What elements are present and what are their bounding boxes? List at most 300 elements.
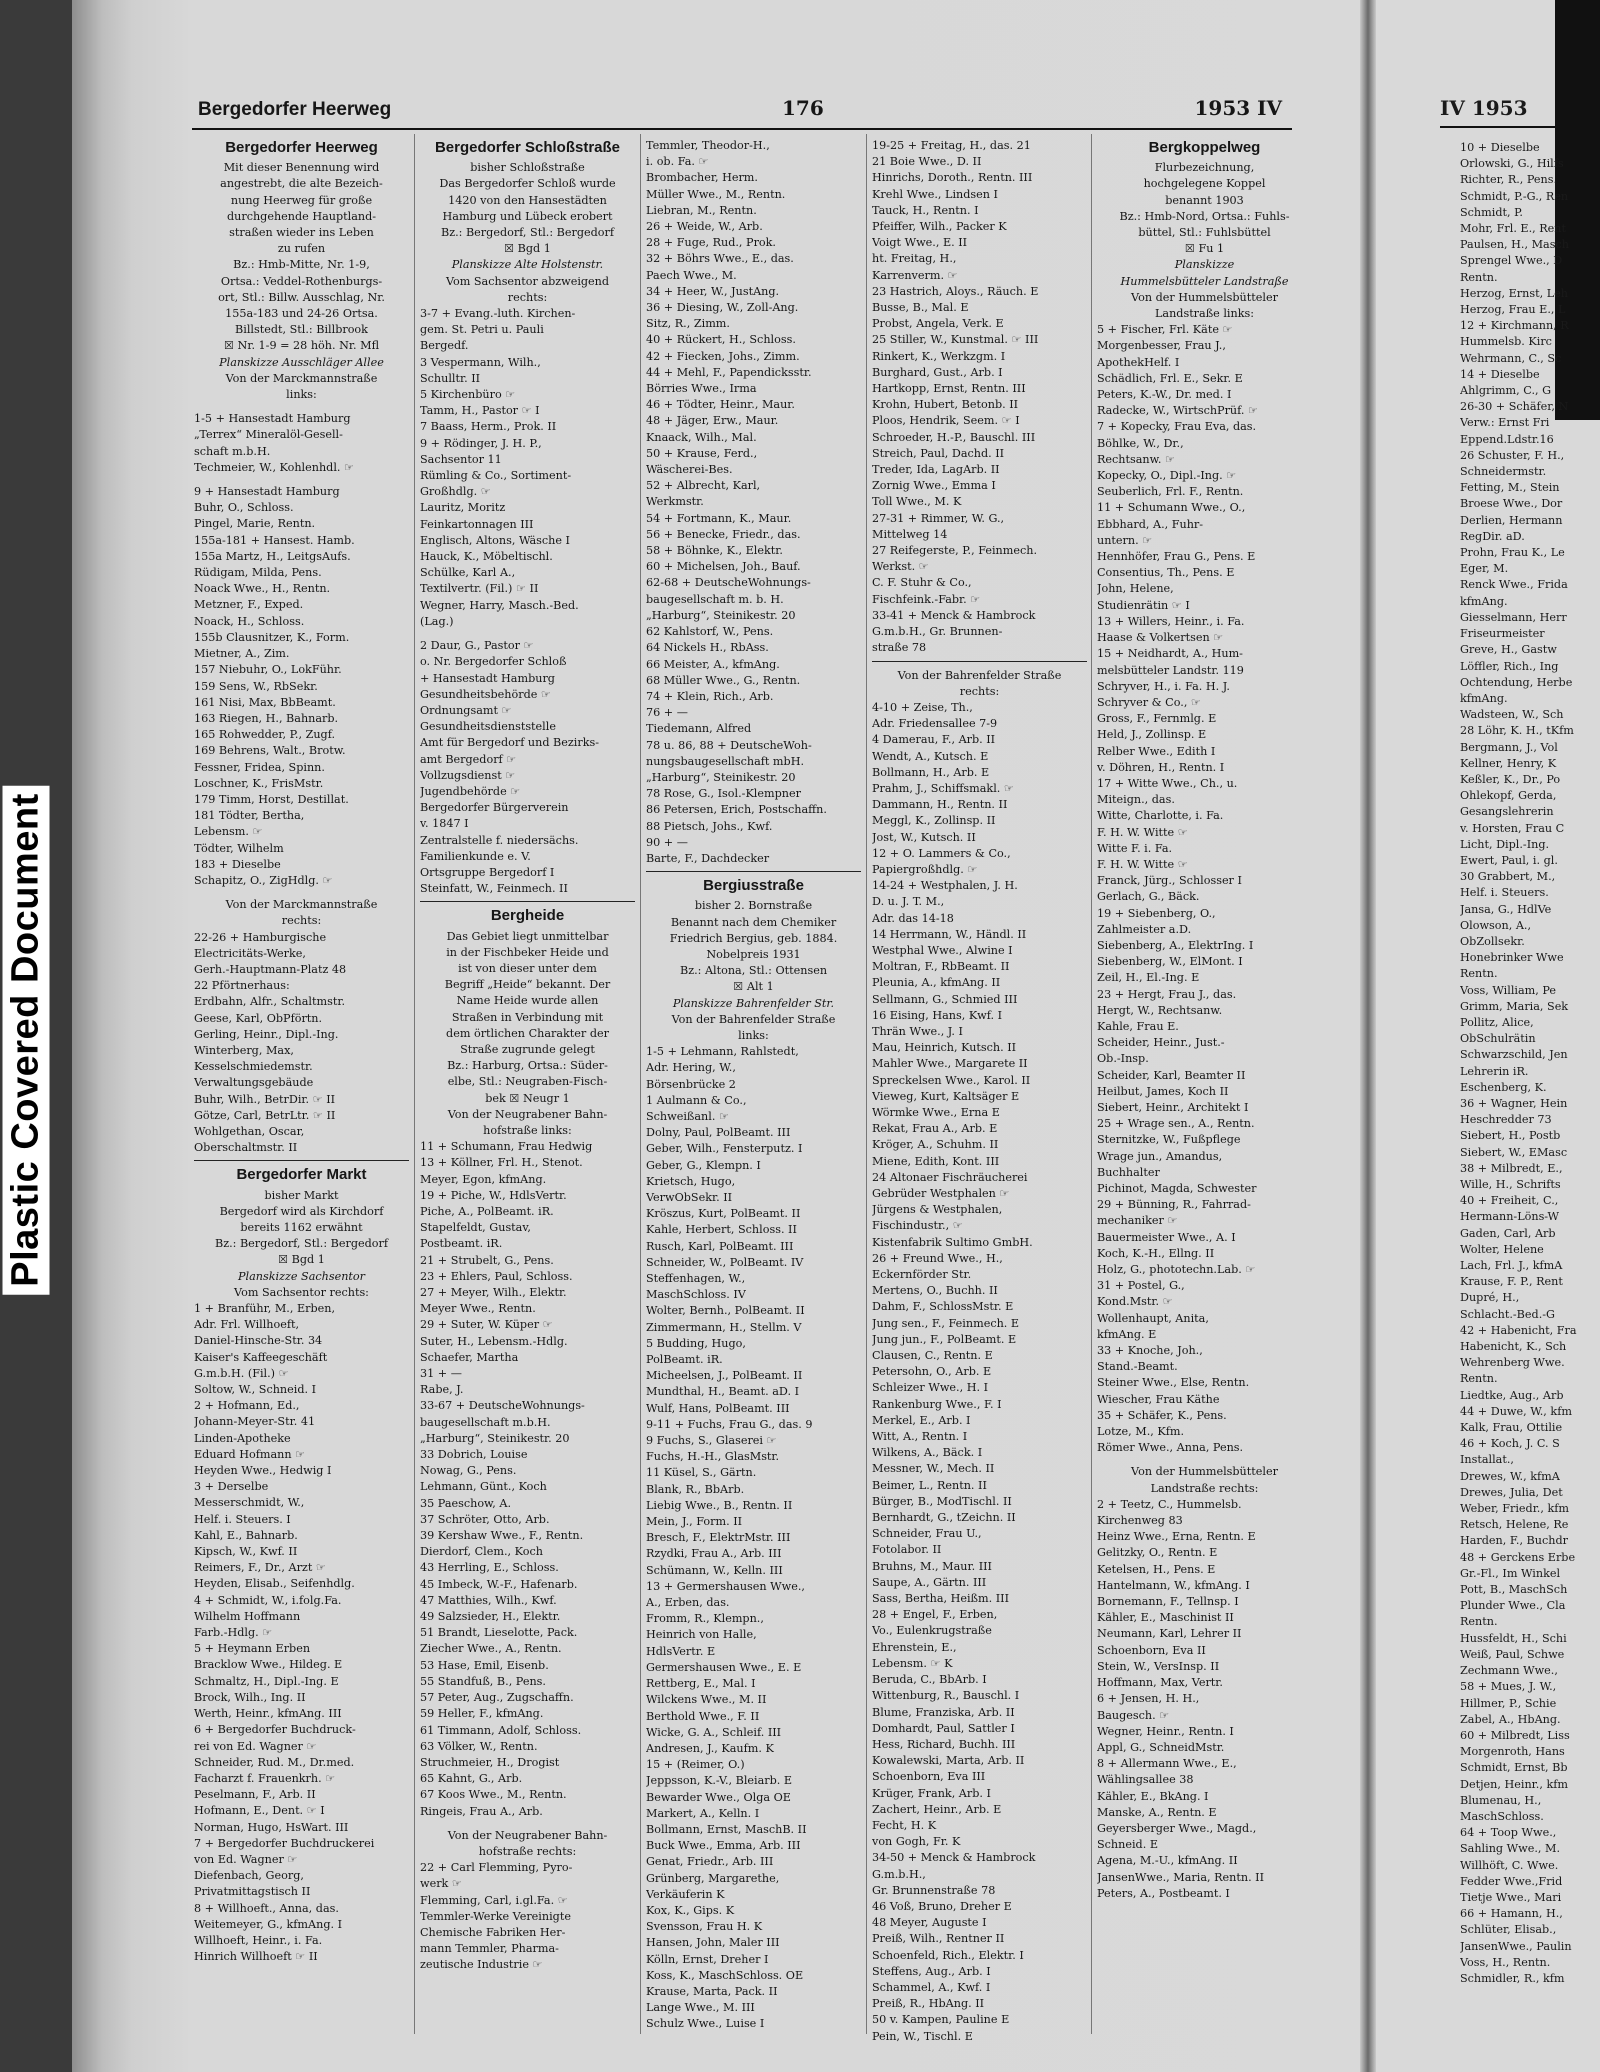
directory-entry: Gaden, Carl, Arb [1460, 1226, 1556, 1240]
directory-entry: Sachsentor 11 [420, 452, 502, 466]
directory-entry: Hansen, John, Maler III [646, 1936, 780, 1950]
directory-entry: Liedtke, Aug., Arb [1460, 1388, 1564, 1402]
directory-entry: Moltran, F., RbBeamt. II [872, 960, 1010, 974]
directory-entry: 12 + Kirchmann, R [1460, 319, 1569, 333]
directory-entry: Suter, H., Lebensm.-Hdlg. [420, 1334, 568, 1348]
directory-entry: Tauck, H., Rentn. I [872, 203, 979, 217]
directory-entry: 40 + Freiheit, C., [1460, 1194, 1559, 1208]
directory-entry: 4 Damerau, F., Arb. II [872, 733, 996, 747]
directory-entry: Noack, H., Schloss. [194, 614, 305, 628]
directory-entry: Preiß, R., HbAng. II [872, 1997, 985, 2011]
street-note: 1420 von den Hansestädten [448, 193, 607, 207]
directory-entry: Domhardt, Paul, Sattler I [872, 1721, 1015, 1735]
street-note: Von der Marckmannstraße [225, 371, 378, 385]
directory-entry: Kopecky, O., Dipl.-Ing. ☞ [1097, 469, 1237, 483]
running-header [192, 92, 1292, 130]
directory-entry: kfmAng. [1460, 594, 1508, 608]
directory-entry: Ordnungsamt ☞ [420, 703, 512, 717]
directory-entry: Hauck, K., Möbeltischl. [420, 550, 553, 564]
directory-entry: Rentn. [1460, 1615, 1498, 1629]
directory-entry: (Lag.) [420, 614, 454, 628]
directory-entry: 42 + Habenicht, Fra [1460, 1323, 1577, 1337]
directory-entry: Buchhalter [1097, 1165, 1160, 1179]
directory-entry: 48 + Jäger, Erw., Maur. [646, 414, 779, 428]
directory-entry: Plunder Wwe., Cla [1460, 1599, 1566, 1613]
directory-entry: Mahler Wwe., Margarete II [872, 1057, 1028, 1071]
directory-entry: 64 + Toop Wwe., [1460, 1826, 1557, 1840]
directory-entry: 14-24 + Westphalen, J. H. [872, 879, 1018, 893]
header-rule [1440, 126, 1600, 128]
directory-entry: 67 Koos Wwe., M., Rentn. [420, 1788, 567, 1802]
directory-entry: Dolny, Paul, PolBeamt. III [646, 1126, 791, 1140]
directory-entry: Gr. Brunnenstraße 78 [872, 1883, 996, 1897]
spacer [420, 1820, 635, 1828]
directory-entry: 16 Eising, Hans, Kwf. I [872, 1008, 1003, 1022]
facing-header: IV 1953 [1440, 96, 1528, 120]
directory-entry: 2 Daur, G., Pastor ☞ [420, 639, 534, 653]
directory-entry: Siebert, H., Postb [1460, 1129, 1561, 1143]
directory-entry: Schlacht.-Bed.-G [1460, 1307, 1555, 1321]
directory-entry: Wilhelm Hoffmann [194, 1609, 301, 1623]
directory-entry: Blume, Franziska, Arb. II [872, 1705, 1015, 1719]
directory-entry: Mau, Heinrich, Kutsch. II [872, 1041, 1017, 1055]
directory-entry: Hussfeldt, H., Schi [1460, 1631, 1567, 1645]
directory-entry: Wollenhaupt, Anita, [1097, 1311, 1209, 1325]
directory-entry: 159 Sens, W., RbSekr. [194, 679, 318, 693]
directory-entry: Dahm, F., SchlossMstr. E [872, 1300, 1014, 1314]
directory-entry: 25 Stiller, W., Kunstmal. ☞ III [872, 333, 1039, 347]
directory-entry: 21 + Strubelt, G., Pens. [420, 1253, 554, 1267]
spacer [194, 889, 409, 897]
directory-entry: Schulltr. II [420, 371, 481, 385]
directory-entry: Fedder Wwe.,Frid [1460, 1874, 1563, 1888]
directory-entry: 65 Kahnt, G., Arb. [420, 1772, 523, 1786]
facing-page [1380, 86, 1600, 2046]
directory-entry: Rentn. [1460, 967, 1498, 981]
directory-entry: Krehl Wwe., Lindsen I [872, 187, 998, 201]
directory-entry: 2 + Hofmann, Ed., [194, 1399, 300, 1413]
directory-entry: 28 + Engel, F., Erben, [872, 1608, 998, 1622]
street-note: Von der Hummelsbütteler [1131, 290, 1278, 304]
directory-entry: Temmler, Theodor-H., [646, 139, 770, 152]
directory-entry: 26-30 + Schäfer, N [1460, 400, 1569, 414]
street-note: Von der Neugrabener Bahn- [447, 1828, 608, 1842]
directory-entry: Jung jun., F., PolBeamt. E [872, 1332, 1017, 1346]
directory-entry: Adr. Friedensallee 7-9 [872, 717, 998, 731]
directory-entry: Schleizer Wwe., H. I [872, 1381, 988, 1395]
directory-entry: Rekat, Frau A., Arb. E [872, 1122, 998, 1136]
directory-entry: Lebensm. ☞ [194, 825, 263, 839]
directory-entry: Farb.-Hdlg. ☞ [194, 1626, 273, 1640]
directory-entry: VerwObSekr. II [646, 1191, 733, 1204]
plan-sketch-note: Planskizze Ausschläger Allee [219, 355, 384, 369]
directory-entry: 9-11 + Fuchs, Frau G., das. 9 [646, 1417, 813, 1431]
directory-entry: Lach, Frl. J., kfmA [1460, 1259, 1563, 1273]
street-note: angestrebt, die alte Bezeich- [220, 177, 383, 191]
directory-entry: ObZollsekr. [1460, 934, 1525, 948]
directory-entry: Fotolabor. II [872, 1543, 942, 1557]
street-note: hofstraße rechts: [478, 1844, 577, 1858]
column-divider [866, 134, 867, 2034]
directory-entry: Peselmann, F., Arb. II [194, 1788, 316, 1802]
directory-entry: Kesselschmiedemstr. [194, 1060, 313, 1074]
directory-entry: schaft m.b.H. [194, 444, 271, 458]
directory-entry: Römer Wwe., Anna, Pens. [1097, 1441, 1244, 1455]
directory-entry: Miteign., das. [1097, 793, 1175, 807]
directory-entry: Rusch, Karl, PolBeamt. III [646, 1239, 794, 1253]
directory-entry: Verw.: Ernst Fri [1460, 416, 1550, 430]
street-note: Straßen in Verbindung mit [451, 1010, 604, 1024]
directory-entry: Hinrich Willhoeft ☞ II [194, 1950, 318, 1964]
directory-entry: Micheelsen, J., PolBeamt. II [646, 1369, 803, 1383]
directory-entry: Richter, R., Pens. [1460, 173, 1558, 187]
directory-entry: ht. Freitag, H., [872, 252, 957, 266]
directory-entry: Keßler, K., Dr., Po [1460, 772, 1561, 786]
directory-entry: Zachert, Heinr., Arb. E [872, 1802, 1002, 1816]
directory-entry: 32 + Böhrs Wwe., E., das. [646, 252, 794, 266]
directory-entry: Kahl, E., Bahnarb. [194, 1528, 298, 1542]
directory-entry: Struchmeier, H., Drogist [420, 1755, 560, 1769]
directory-entry: Schülke, Karl A., [420, 566, 516, 580]
directory-entry: kfmAng. [1460, 691, 1508, 705]
directory-entry: Kistenfabrik Sultimo GmbH. [872, 1235, 1033, 1249]
directory-entry: Tödter, Wilhelm [194, 841, 284, 855]
directory-entry: Bernhardt, G., tZeichn. II [872, 1511, 1016, 1525]
section-rule [872, 661, 1087, 662]
street-note: Begriff „Heide“ bekannt. Der [444, 978, 611, 992]
spacer [194, 476, 409, 484]
directory-entry: 51 Brandt, Lieselotte, Pack. [420, 1626, 578, 1640]
directory-entry: v. 1847 I [420, 817, 469, 831]
directory-entry: Kröszus, Kurt, PolBeamt. II [646, 1207, 801, 1221]
section-rule [646, 871, 861, 872]
directory-entry: Appl, G., SchneidMstr. [1097, 1740, 1225, 1754]
directory-entry: Bergedf. [420, 339, 469, 353]
page-number: 176 [782, 96, 824, 120]
directory-entry: Wörmke Wwe., Erna E [872, 1105, 1000, 1119]
directory-entry: Bollmann, Ernst, MaschB. II [646, 1822, 807, 1836]
directory-entry: Scheider, Heinr., Just.- [1097, 1036, 1225, 1050]
directory-entry: Familienkunde e. V. [420, 849, 531, 863]
street-note: hofstraße links: [483, 1123, 572, 1137]
directory-entry: Prahm, J., Schiffsmakl. ☞ [872, 781, 1014, 795]
directory-entry: Siebenberg, W., ElMont. I [1097, 955, 1243, 969]
directory-entry: Jugendbehörde ☞ [420, 784, 521, 798]
street-note: Von der Bahrenfelder Straße [897, 668, 1062, 682]
directory-entry: Westphal Wwe., Alwine I [872, 943, 1013, 957]
directory-entry: Adr. das 14-18 [872, 911, 954, 925]
directory-entry: Jost, W., Kutsch. II [872, 830, 976, 844]
directory-entry: Pleunia, A., kfmAng. II [872, 976, 1001, 990]
directory-entry: Hinrichs, Doroth., Rentn. III [872, 171, 1033, 185]
street-note: straßen wieder ins Leben [229, 226, 374, 240]
directory-entry: Svensson, Frau H. K [646, 1920, 763, 1934]
directory-entry: 36 + Wagner, Hein [1460, 1096, 1568, 1110]
directory-entry: Schmidt, Ernst, Bb [1460, 1761, 1568, 1775]
street-note: bereits 1162 erwähnt [240, 1221, 363, 1234]
directory-entry: 64 Nickels H., RbAss. [646, 641, 769, 655]
directory-entry: Loschner, K., FrisMstr. [194, 776, 324, 790]
directory-entry: 33 Dobrich, Louise [420, 1448, 528, 1462]
directory-entry: Saupe, A., Gärtn. III [872, 1575, 987, 1589]
directory-entry: 22-26 + Hamburgische [194, 930, 327, 944]
directory-entry: Johann-Meyer-Str. 41 [194, 1415, 316, 1429]
directory-entry: Genat, Friedr., Arb. III [646, 1855, 774, 1869]
directory-entry: melsbütteler Landstr. 119 [1097, 663, 1244, 677]
column-divider [414, 134, 415, 2034]
directory-entry: 59 Heller, F., kfmAng. [420, 1707, 544, 1721]
directory-entry: Zabel, A., HbAng. [1460, 1712, 1561, 1726]
directory-entry: Pichinot, Magda, Schwester [1097, 1182, 1257, 1195]
directory-entry: 33-41 + Menck & Hambrock [872, 608, 1036, 622]
directory-entry: Olowson, A., [1460, 918, 1532, 932]
directory-entry: Eger, M. [1460, 562, 1509, 576]
directory-entry: Kond.Mstr. ☞ [1097, 1295, 1173, 1309]
directory-entry: straße 78 [872, 641, 927, 655]
directory-entry: Streich, Paul, Dachd. II [872, 446, 1005, 460]
directory-entry: 155b Clausnitzer, K., Form. [194, 630, 350, 644]
directory-entry: Mietner, A., Zim. [194, 647, 290, 661]
directory-entry: 157 Niebuhr, O., LokFühr. [194, 663, 342, 677]
directory-entry: Hartkopp, Ernst, Rentn. III [872, 382, 1026, 396]
directory-entry: 7 Baass, Herm., Prok. II [420, 420, 557, 434]
directory-entry: Liebran, M., Rentn. [646, 203, 757, 217]
street-note: nung Heerweg für große [230, 193, 373, 207]
directory-entry: 31 + Postel, G., [1097, 1279, 1185, 1293]
directory-entry: 14 Herrmann, W., Händl. II [872, 927, 1027, 941]
directory-entry: Bürger, B., ModTischl. II [872, 1494, 1012, 1508]
column-divider [640, 134, 641, 2034]
directory-entry: Krohn, Hubert, Betonb. II [872, 398, 1019, 412]
directory-entry: Schryver, H., i. Fa. H. J. [1097, 679, 1230, 693]
directory-entry: 6 + Jensen, H. H., [1097, 1692, 1200, 1706]
directory-entry: Chemische Fabriken Her- [420, 1925, 566, 1939]
directory-entry: 9 + Hansestadt Hamburg [194, 485, 340, 499]
directory-entry: Honebrinker Wwe [1460, 951, 1564, 965]
directory-entry: 40 + Rückert, H., Schloss. [646, 333, 796, 347]
directory-entry: Schulz Wwe., Luise I [646, 2017, 765, 2031]
directory-entry: Sellmann, G., Schmied III [872, 992, 1018, 1006]
directory-entry: Electricitäts-Werke, [194, 946, 306, 960]
directory-entry: MaschSchloss. [1460, 1809, 1544, 1823]
directory-entry: Wäscherei-Bes. [646, 463, 733, 477]
directory-entry: Kirchenweg 83 [1097, 1514, 1183, 1528]
directory-entry: 57 Peter, Aug., Zugschaffn. [420, 1691, 574, 1705]
directory-entry: Verwaltungsgebäude [194, 1076, 314, 1090]
directory-entry: Bollmann, H., Arb. E [872, 765, 990, 779]
directory-entry: Pingel, Marie, Rentn. [194, 517, 316, 531]
directory-entry: Brombacher, Herm. [646, 171, 758, 185]
directory-entry: Temmler-Werke Vereinigte [420, 1909, 571, 1923]
directory-entry: Dupré, H., [1460, 1291, 1520, 1305]
directory-entry: von Gogh, Fr. K [872, 1835, 961, 1849]
directory-entry: Amt für Bergedorf und Bezirks- [420, 736, 599, 750]
directory-entry: Holz, G., phototechn.Lab. ☞ [1097, 1263, 1256, 1277]
directory-entry: Metzner, F., Exped. [194, 598, 304, 612]
directory-entry: A., Erben, das. [646, 1596, 730, 1610]
directory-entry: 15 + Neidhardt, A., Hum- [1097, 647, 1243, 661]
directory-entry: Stand.-Beamt. [1097, 1360, 1178, 1374]
directory-entry: mann Temmler, Pharma- [420, 1942, 559, 1956]
directory-entry: 5 Kirchenbüro ☞ [420, 388, 516, 402]
directory-entry: 34-50 + Menck & Hambrock [872, 1851, 1036, 1865]
street-heading: Bergedorfer Heerweg [225, 139, 378, 156]
directory-entry: 44 + Mehl, F., Papendicksstr. [646, 365, 812, 379]
directory-entry: Burghard, Gust., Arb. I [872, 365, 1003, 379]
plan-sketch-note: Planskizze Alte Holstenstr. [451, 258, 604, 272]
directory-entry: Koss, K., MaschSchloss. OE [646, 1968, 804, 1982]
directory-entry: Heyden Wwe., Hedwig I [194, 1464, 332, 1478]
directory-entry: 78 u. 86, 88 + DeutscheWoh- [646, 738, 812, 752]
street-note: Von der Neugrabener Bahn- [447, 1107, 608, 1121]
directory-entry: Eckernförder Str. [872, 1268, 972, 1282]
directory-entry: „Harburg“, Steinikestr. 20 [646, 770, 796, 784]
directory-entry: 86 Petersen, Erich, Postschaffn. [646, 803, 827, 817]
directory-entry: baugesellschaft m.b.H. [420, 1415, 551, 1429]
directory-entry: von Ed. Wagner ☞ [194, 1852, 298, 1866]
street-note: ☒ Bgd 1 [504, 242, 551, 256]
directory-entry: 28 + Fuge, Rud., Prok. [646, 236, 776, 250]
directory-entry: 9 + Rödinger, J. H. P., [420, 436, 542, 450]
directory-entry: Haase & Volkertsen ☞ [1097, 631, 1224, 645]
directory-entry: Neumann, Karl, Lehrer II [1097, 1627, 1242, 1641]
directory-entry: Börsenbrücke 2 [646, 1077, 736, 1091]
directory-entry: Diefenbach, Georg, [194, 1869, 304, 1883]
directory-entry: Beimer, L., Rentn. II [872, 1478, 987, 1492]
directory-entry: i. ob. Fa. ☞ [646, 155, 709, 169]
directory-entry: Krause, Marta, Pack. II [646, 1984, 778, 1998]
street-note: Nobelpreis 1931 [706, 947, 801, 961]
directory-entry: 46 Voß, Bruno, Dreher E [872, 1899, 1012, 1913]
directory-entry: 60 + Michelsen, Joh., Bauf. [646, 560, 801, 574]
directory-entry: Dierdorf, Clem., Koch [420, 1545, 543, 1559]
street-note: Bz.: Bergedorf, Stl.: Bergedorf [440, 226, 615, 240]
directory-entry: Vieweg, Kurt, Kaltsäger E [872, 1089, 1020, 1103]
directory-entry: Manske, A., Rentn. E [1097, 1805, 1217, 1819]
directory-entry: Schapitz, O., ZigHdlg. ☞ [194, 873, 333, 887]
directory-entry: Wicke, G. A., Schleif. III [646, 1725, 782, 1739]
directory-entry: Miene, Edith, Kont. III [872, 1154, 1000, 1168]
directory-entry: MaschSchloss. IV [646, 1288, 746, 1302]
directory-entry: Hess, Richard, Buchh. III [872, 1737, 1016, 1751]
directory-entry: Berthold Wwe., F. II [646, 1709, 760, 1723]
street-note: links: [738, 1028, 769, 1042]
directory-entry: 48 + Gerckens Erbe [1460, 1550, 1576, 1564]
directory-entry: Heschredder 73 [1460, 1113, 1552, 1127]
directory-entry: Morgenroth, Hans [1460, 1745, 1565, 1759]
directory-entry: Petersohn, O., Arb. E [872, 1365, 992, 1379]
directory-entry: 53 Hase, Emil, Eisenb. [420, 1658, 549, 1672]
directory-entry: Flemming, Carl, i.gl.Fa. ☞ [420, 1893, 568, 1907]
directory-entry: PolBeamt. iR. [646, 1353, 723, 1367]
directory-entry: 155a Martz, H., LeitgsAufs. [194, 549, 351, 563]
street-note: Von der Marckmannstraße [225, 898, 378, 912]
directory-entry: + Hansestadt Hamburg [420, 671, 555, 685]
header-street: Bergedorfer Heerweg [198, 99, 392, 120]
directory-entry: Habenicht, K., Sch [1460, 1340, 1567, 1354]
directory-entry: JansenWwe., Paulin [1460, 1939, 1572, 1953]
directory-entry: 56 + Benecke, Friedr., das. [646, 527, 801, 541]
directory-entry: 36 + Diesing, W., Zoll-Ang. [646, 301, 799, 315]
directory-entry: 33 + Knoche, Joh., [1097, 1344, 1203, 1358]
column-1 [194, 138, 409, 1965]
plastic-covered-label: Plastic Covered Document [3, 785, 50, 1294]
directory-entry: Bewarder Wwe., Olga OE [646, 1790, 791, 1804]
directory-entry: Peters, K.-W., Dr. med. I [1097, 388, 1232, 402]
directory-entry: Nowag, G., Pens. [420, 1464, 517, 1478]
street-note: ☒ Nr. 1-9 = 28 höh. Nr. Mfl [223, 339, 380, 353]
directory-entry: Scheider, Karl, Beamter II [1097, 1068, 1246, 1082]
directory-entry: Werth, Heinr., kfmAng. III [194, 1707, 342, 1721]
directory-entry: Helf. i. Steuers. I [194, 1512, 291, 1526]
directory-entry: Schneider, Rud. M., Dr.med. [194, 1755, 355, 1769]
directory-entry: Eschenberg, K. [1460, 1080, 1547, 1094]
directory-entry: Zeil, H., El.-Ing. E [1097, 971, 1200, 985]
directory-entry: Knaack, Wilh., Mal. [646, 430, 757, 444]
directory-entry: Adr. Frl. Willhoeft, [194, 1318, 300, 1332]
directory-entry: G.m.b.H., Gr. Brunnen- [872, 625, 1003, 639]
directory-entry: 68 Müller Wwe., G., Rentn. [646, 673, 801, 687]
directory-entry: Paulsen, H., Masch [1460, 238, 1569, 252]
directory-entry: Harden, F., Buchdr [1460, 1534, 1568, 1548]
street-heading: Bergedorfer Markt [236, 1166, 367, 1184]
directory-entry: Lebensm. ☞ K [872, 1656, 953, 1670]
directory-entry: Wehrenberg Wwe. [1460, 1356, 1565, 1370]
directory-entry: 88 Pietsch, Johs., Kwf. [646, 819, 773, 833]
column-2 [420, 138, 635, 1974]
directory-entry: Schoenborn, Eva III [872, 1770, 986, 1784]
directory-entry: Ochtendung, Herbe [1460, 675, 1573, 689]
directory-entry: 155a-181 + Hansest. Hamb. [194, 533, 355, 547]
directory-entry: Wilkens, A., Bäck. I [872, 1446, 983, 1460]
directory-entry: G.m.b.H., [872, 1867, 926, 1881]
directory-entry: Rentn. [1460, 1372, 1498, 1386]
directory-entry: Consentius, Th., Pens. E [1097, 566, 1235, 580]
section-rule [194, 1160, 409, 1161]
directory-entry: John, Helene, [1097, 582, 1174, 596]
directory-entry: Spreckelsen Wwe., Karol. II [872, 1073, 1031, 1087]
directory-entry: Schneider, W., PolBeamt. IV [646, 1255, 804, 1269]
directory-entry: Buck Wwe., Emma, Arb. III [646, 1839, 801, 1853]
directory-page [180, 86, 1300, 2046]
directory-entry: Thrän Wwe., J. I [872, 1024, 963, 1038]
directory-entry: Ob.-Insp. [1097, 1052, 1149, 1066]
directory-entry: Friseurmeister [1460, 627, 1545, 641]
directory-entry: Eduard Hofmann ☞ [194, 1447, 306, 1461]
directory-entry: Germershausen Wwe., E. E [646, 1660, 802, 1674]
directory-entry: Rechtsanw. ☞ [1097, 452, 1176, 466]
directory-entry: Ortsgruppe Bergedorf I [420, 865, 555, 879]
header-year: 1953 IV [1194, 96, 1282, 120]
directory-entry: Orlowski, G., Hilfs [1460, 157, 1564, 171]
directory-entry: Geber, G., Klempn. I [646, 1158, 761, 1172]
directory-entry: Renck Wwe., Frida [1460, 578, 1568, 592]
column-3 [646, 138, 861, 2033]
directory-entry: Blumenau, H., [1460, 1793, 1542, 1807]
directory-entry: 5 Budding, Hugo, [646, 1336, 746, 1350]
directory-entry: Beruda, C., BbArb. I [872, 1673, 987, 1687]
directory-entry: 22 + Carl Flemming, Pyro- [420, 1861, 573, 1875]
directory-entry: 23 + Hergt, Frau J., das. [1097, 987, 1237, 1001]
directory-entry: 27-31 + Rimmer, W. G., [872, 511, 1005, 525]
directory-entry: 179 Timm, Horst, Destillat. [194, 792, 349, 806]
street-note: Bz.: Bergedorf, Stl.: Bergedorf [214, 1237, 389, 1251]
directory-entry: 7 + Kopecky, Frau Eva, das. [1097, 420, 1257, 434]
directory-entry: Hergt, W., Rechtsanw. [1097, 1003, 1223, 1017]
directory-entry: Wilckens Wwe., M. II [646, 1693, 767, 1707]
street-note: ist von dieser unter dem [458, 961, 597, 975]
directory-entry: Franck, Jürg., Schlosser I [1097, 874, 1242, 888]
